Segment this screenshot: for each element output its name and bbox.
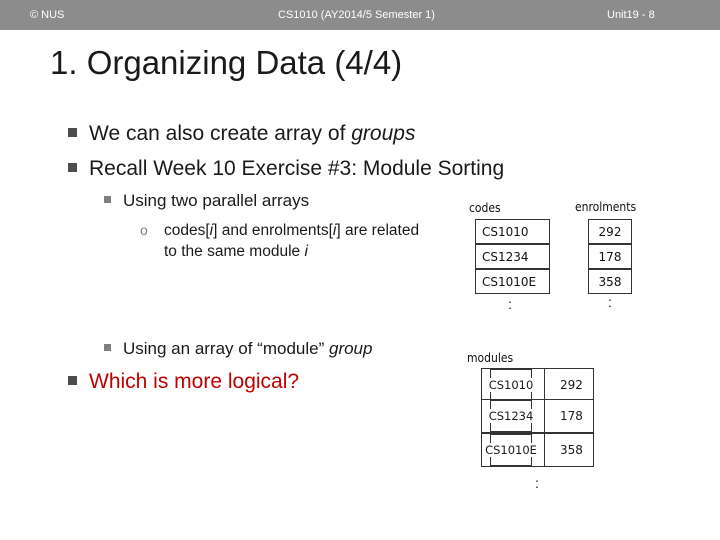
bullet-icon — [68, 163, 77, 172]
codes-cell-0: CS1010 — [475, 219, 550, 244]
codes-ellipsis: : — [508, 296, 512, 312]
slide-title: 1. Organizing Data (4/4) — [50, 44, 403, 81]
bullet-array-of-groups: We can also create array of groups — [68, 122, 415, 146]
bullet-which-more-logical: Which is more logical? — [68, 370, 299, 394]
module-record-0 — [481, 368, 594, 402]
module-record-2 — [481, 433, 594, 467]
module-enrolment-field: 358 — [544, 434, 592, 466]
sub-bullet-icon — [104, 196, 111, 203]
copyright: © NUS — [30, 9, 65, 21]
codes-cell-2: CS1010E — [475, 269, 550, 294]
codes-label: codes — [469, 201, 501, 215]
enrolments-cell-2: 358 — [588, 269, 632, 294]
header-bar — [0, 0, 720, 30]
enrolments-label: enrolments — [575, 200, 637, 214]
enrolments-cell-1: 178 — [588, 244, 632, 269]
bullet-icon — [68, 376, 77, 385]
bullet-recall-exercise: Recall Week 10 Exercise #3: Module Sorting — [68, 157, 504, 181]
sub-bullet-icon — [104, 344, 111, 351]
module-code-field: CS1010 — [490, 369, 532, 401]
codes-cell-1: CS1234 — [475, 244, 550, 269]
modules-label: modules — [467, 351, 514, 365]
sub-bullet-parallel-arrays: Using two parallel arrays — [104, 191, 309, 211]
module-enrolment-field: 178 — [544, 400, 592, 432]
module-code-field: CS1010E — [490, 434, 532, 466]
modules-ellipsis: : — [535, 475, 539, 491]
circle-bullet-icon: o — [140, 222, 148, 238]
module-record-1 — [481, 399, 594, 433]
module-enrolment-field: 292 — [544, 369, 592, 401]
bullet-icon — [68, 128, 77, 137]
sub-bullet-module-group: Using an array of “module” group — [104, 339, 372, 359]
sub-sub-bullet-related: o codes[i] and enrolments[i] are related to the same module i — [140, 222, 420, 260]
enrolments-cell-0: 292 — [588, 219, 632, 244]
enrolments-ellipsis: : — [608, 294, 612, 310]
course-title: CS1010 (AY2014/5 Semester 1) — [278, 9, 435, 21]
module-code-field: CS1234 — [490, 400, 532, 432]
slide-number: Unit19 - 8 — [607, 9, 655, 21]
